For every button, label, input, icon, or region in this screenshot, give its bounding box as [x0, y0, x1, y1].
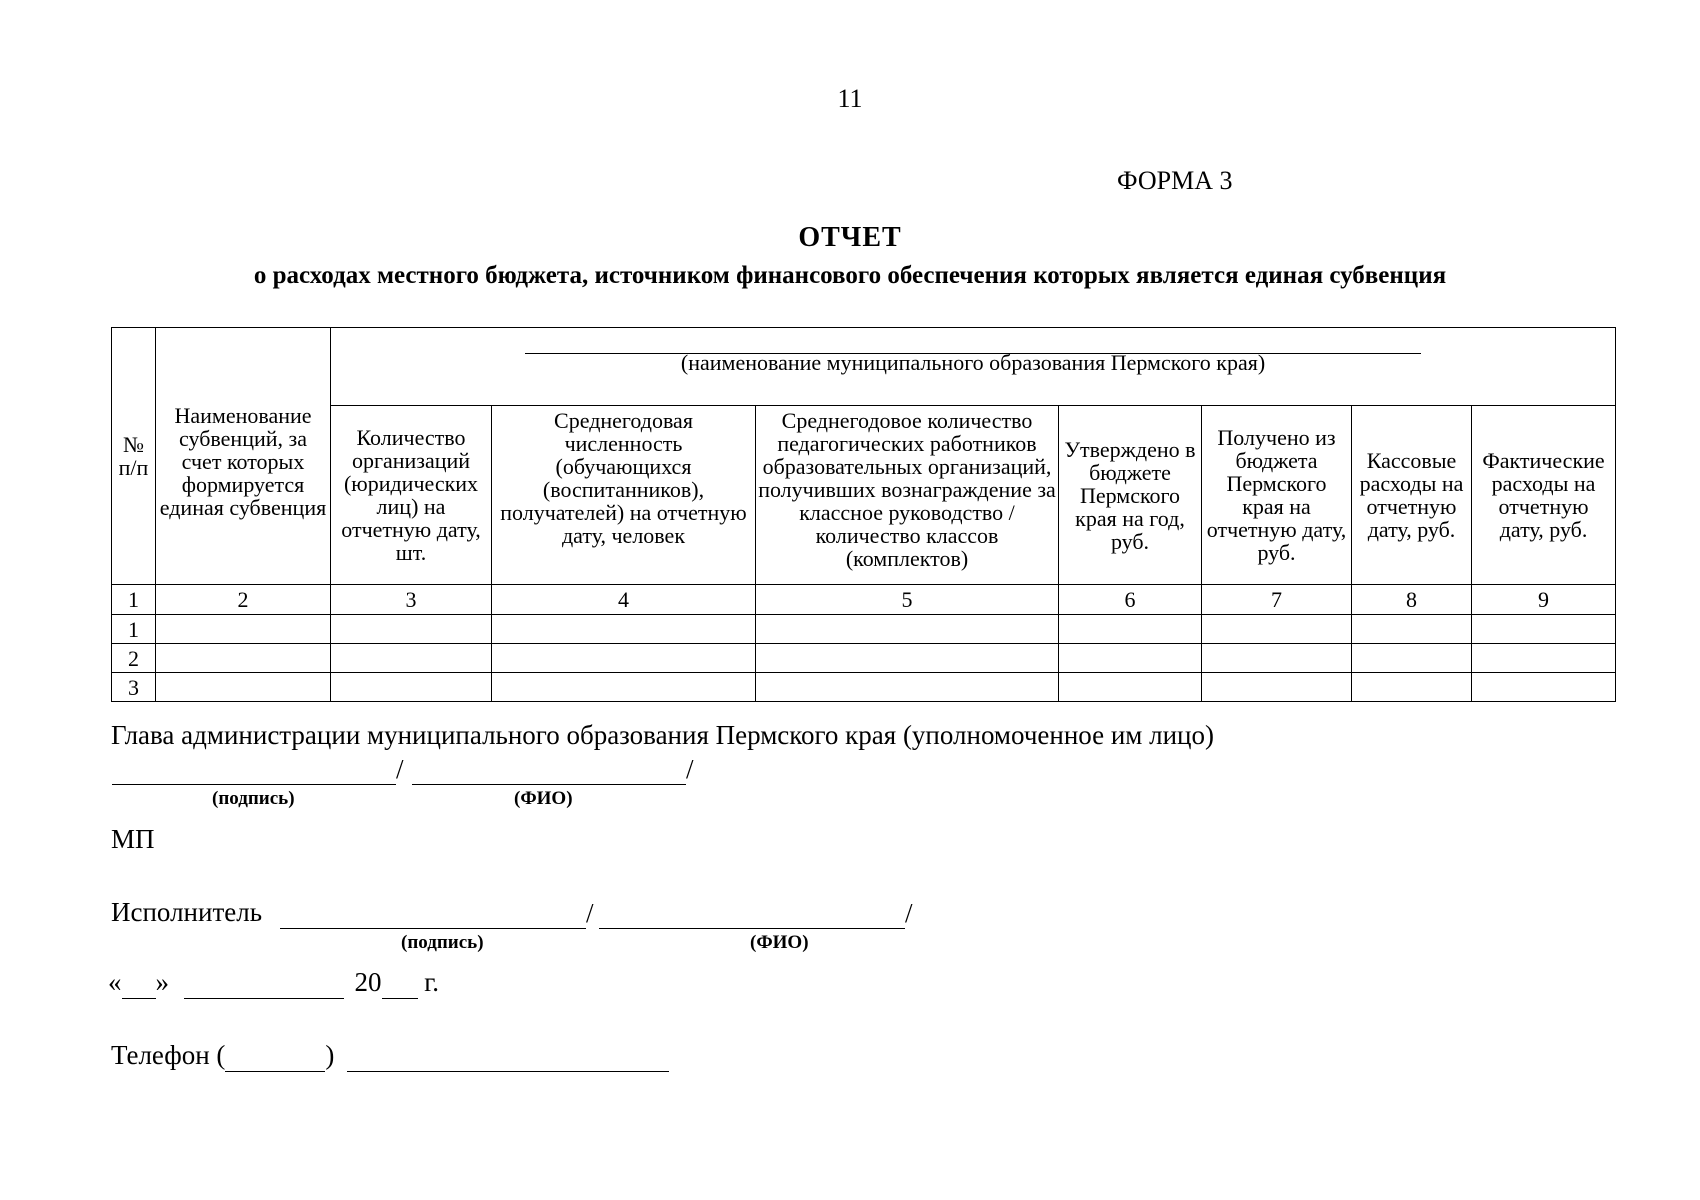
header-avg-students: Среднегодовая численность (обучающихся (воспитанников), получателей) на отчетную дату, человек — [492, 406, 756, 585]
column-number: 8 — [1352, 585, 1472, 615]
head-label: Глава администрации муниципального образования Пермского края (уполномоченное им лицо) — [111, 720, 1214, 750]
date-close-quote: » — [155, 967, 169, 997]
table-cell[interactable] — [492, 615, 756, 644]
month-field[interactable] — [184, 967, 344, 999]
municipality-name-field[interactable] — [331, 328, 1616, 406]
column-number: 4 — [492, 585, 756, 615]
head-signature-line[interactable] — [112, 784, 396, 785]
table-cell[interactable] — [1059, 615, 1202, 644]
executor-label: Исполнитель — [111, 897, 263, 927]
table-cell[interactable] — [756, 615, 1059, 644]
column-number-row — [112, 585, 1616, 615]
year-field[interactable] — [382, 967, 418, 999]
row-number: 2 — [112, 644, 156, 673]
executor-signature-line[interactable] — [280, 928, 586, 929]
table-row — [112, 673, 1616, 702]
row-number: 3 — [112, 673, 156, 702]
sign-caption: (подпись) — [212, 788, 295, 809]
table-cell[interactable] — [756, 673, 1059, 702]
table-cell[interactable] — [1352, 644, 1472, 673]
table-cell[interactable] — [1352, 615, 1472, 644]
slash: / — [586, 898, 594, 928]
slash: / — [905, 898, 913, 928]
day-field[interactable] — [122, 967, 156, 999]
table-cell[interactable] — [1472, 673, 1616, 702]
row-number: 1 — [112, 615, 156, 644]
table-cell[interactable] — [492, 644, 756, 673]
date-open-quote: « — [108, 967, 122, 997]
table-row — [112, 615, 1616, 644]
slash: / — [396, 754, 404, 784]
table-cell[interactable] — [1202, 615, 1352, 644]
table-cell[interactable] — [331, 615, 492, 644]
header-actual-expenses: Фактические расходы на отчетную дату, руб. — [1472, 406, 1616, 585]
table-cell[interactable] — [156, 644, 331, 673]
header-cash-expenses: Кассовые расходы на отчетную дату, руб. — [1352, 406, 1472, 585]
header-avg-teachers: Среднегодовое количество педагогических работников образовательных организаций, получивших вознаграждение за классное руководство / количество классов (комплектов) — [756, 406, 1059, 585]
phone-line — [111, 1040, 669, 1072]
column-number: 7 — [1202, 585, 1352, 615]
table-cell[interactable] — [492, 673, 756, 702]
column-number: 9 — [1472, 585, 1616, 615]
table-cell[interactable] — [1059, 673, 1202, 702]
phone-close: ) — [325, 1040, 335, 1070]
fio-caption: (ФИО) — [750, 932, 809, 953]
head-fio-line[interactable] — [412, 784, 686, 785]
year-prefix: 20 — [354, 967, 382, 997]
date-line — [108, 967, 439, 999]
table-cell[interactable] — [1472, 644, 1616, 673]
page-number: 11 — [837, 84, 863, 113]
year-suffix: г. — [424, 967, 440, 997]
table-cell[interactable] — [1202, 644, 1352, 673]
column-number: 1 — [112, 585, 156, 615]
phone-code-field[interactable] — [225, 1040, 325, 1072]
report-title: ОТЧЕТ — [798, 222, 902, 253]
table-cell[interactable] — [331, 644, 492, 673]
table-cell[interactable] — [1472, 615, 1616, 644]
table-cell[interactable] — [1202, 673, 1352, 702]
column-number: 6 — [1059, 585, 1202, 615]
report-table — [111, 327, 1616, 702]
sign-caption: (подпись) — [401, 932, 484, 953]
stamp-label: МП — [111, 824, 155, 854]
slash: / — [686, 754, 694, 784]
report-subtitle: о расходах местного бюджета, источником финансового обеспечения которых является единая субвенция — [253, 262, 1447, 289]
header-subvention-name: Наименование субвенций, за счет которых формируется единая субвенция — [156, 328, 331, 585]
phone-number-field[interactable] — [347, 1040, 669, 1072]
executor-fio-line[interactable] — [599, 928, 905, 929]
fio-caption: (ФИО) — [514, 788, 573, 809]
column-number: 5 — [756, 585, 1059, 615]
phone-label: Телефон ( — [111, 1040, 226, 1070]
form-label: ФОРМА 3 — [1117, 166, 1233, 195]
municipality-name-line — [525, 353, 1421, 354]
header-org-count: Количество организаций (юридических лиц) на отчетную дату, шт. — [331, 406, 492, 585]
column-number: 2 — [156, 585, 331, 615]
table-cell[interactable] — [331, 673, 492, 702]
table-cell[interactable] — [1352, 673, 1472, 702]
table-cell[interactable] — [156, 615, 331, 644]
table-cell[interactable] — [1059, 644, 1202, 673]
header-approved-budget: Утверждено в бюджете Пермского края на год, руб. — [1059, 406, 1202, 585]
header-number: № п/п — [112, 328, 156, 585]
table-cell[interactable] — [756, 644, 1059, 673]
header-received: Получено из бюджета Пермского края на отчетную дату, руб. — [1202, 406, 1352, 585]
table-row — [112, 644, 1616, 673]
table-cell[interactable] — [156, 673, 331, 702]
column-number: 3 — [331, 585, 492, 615]
municipality-caption: (наименование муниципального образования Пермского края) — [680, 350, 1266, 375]
